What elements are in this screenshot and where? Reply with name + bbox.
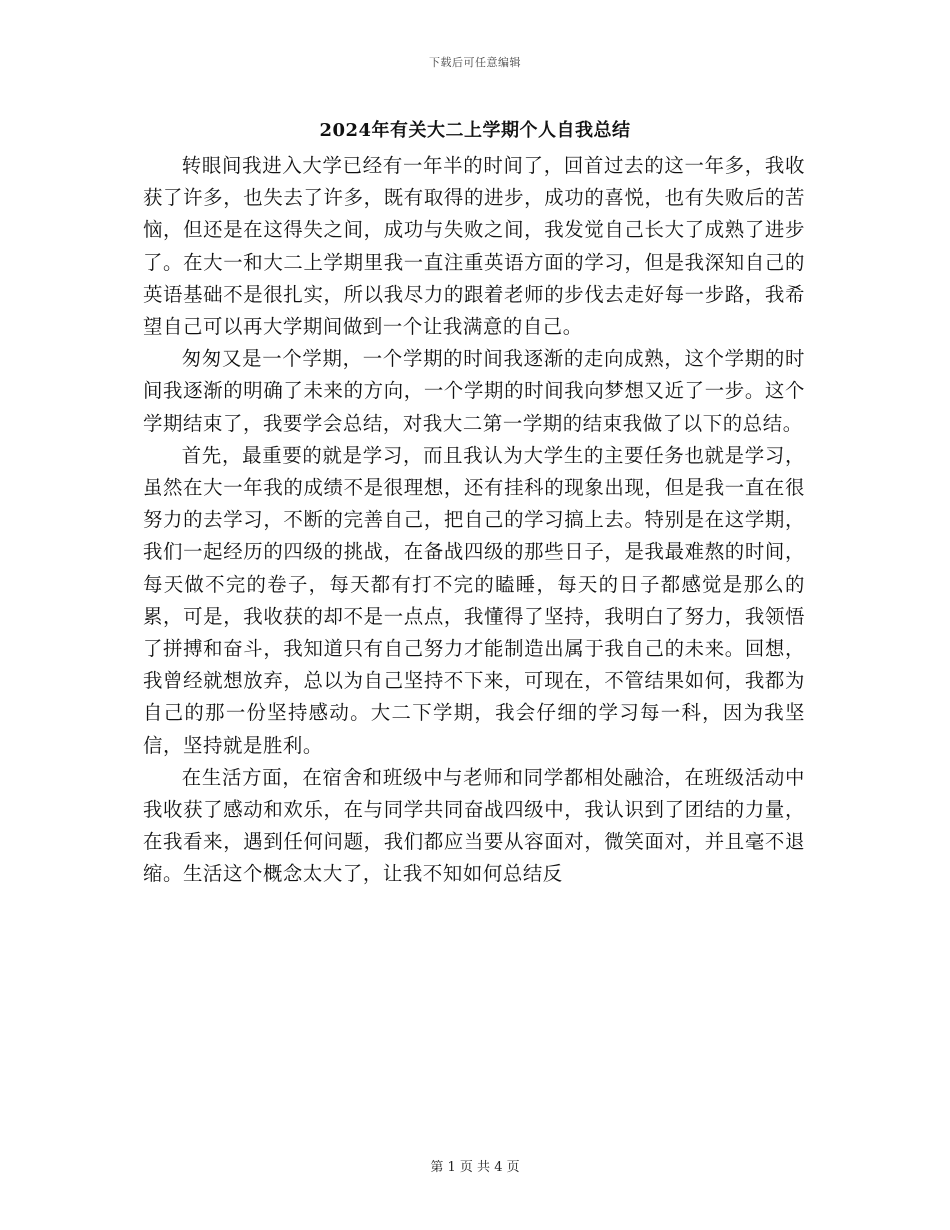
page-number: 第 1 页 共 4 页 — [430, 1160, 520, 1175]
paragraph-4: 在生活方面，在宿舍和班级中与老师和同学都相处融洽，在班级活动中我收获了感动和欢乐，在与同学共同奋战四级中，我认识到了团结的力量，在我看来，遇到任何问题，我们都应当要从容面对，微笑面对，并且毫不退缩。生活这个概念太大了，让我不知如何总结反 — [143, 765, 805, 886]
document-body — [143, 150, 805, 891]
paragraph-1: 转眼间我进入大学已经有一年半的时间了，回首过去的这一年多，我收获了许多，也失去了许多，既有取得的进步，成功的喜悦，也有失败后的苦恼，但还是在这得失之间，成功与失败之间，我发觉自己长大了成熟了进步了。在大一和大二上学期里我一直注重英语方面的学习，但是我深知自己的英语基础不是很扎实，所以我尽力的跟着老师的步伐去走好每一步路，我希望自己可以再大学期间做到一个让我满意的自己。 — [143, 154, 805, 339]
document-title: 2024年有关大二上学期个人自我总结 — [319, 120, 631, 141]
page-header-note: 下载后可任意编辑 — [429, 56, 521, 69]
paragraph-2: 匆匆又是一个学期，一个学期的时间我逐渐的走向成熟，这个学期的时间我逐渐的明确了未来的方向，一个学期的时间我向梦想又近了一步。这个学期结束了，我要学会总结，对我大二第一学期的结束我做了以下的总结。 — [143, 347, 805, 435]
paragraph-3: 首先，最重要的就是学习，而且我认为大学生的主要任务也就是学习，虽然在大一年我的成绩不是很理想，还有挂科的现象出现，但是我一直在很努力的去学习，不断的完善自己，把自己的学习搞上去。特别是在这学期，我们一起经历的四级的挑战，在备战四级的那些日子，是我最难熬的时间，每天做不完的卷子，每天都有打不完的瞌睡，每天的日子都感觉是那么的累，可是，我收获的却不是一点点，我懂得了坚持，我明白了努力，我领悟了拼搏和奋斗，我知道只有自己努力才能制造出属于我自己的未来。回想，我曾经就想放弃，总以为自己坚持不下来，可现在，不管结果如何，我都为自己的那一份坚持感动。大二下学期，我会仔细的学习每一科，因为我坚信，坚持就是胜利。 — [143, 443, 805, 757]
